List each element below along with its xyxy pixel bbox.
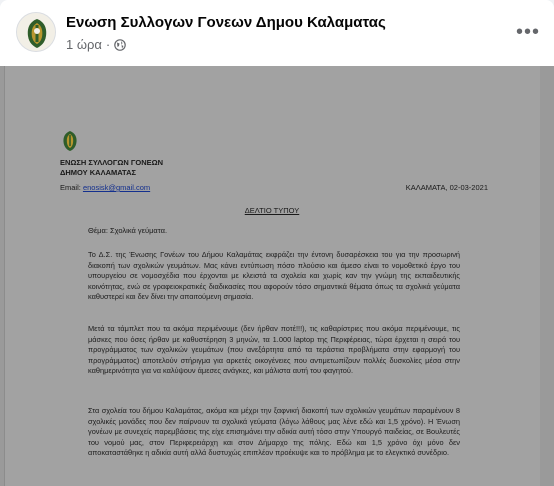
press-release-document xyxy=(4,66,540,486)
email-label: Email: xyxy=(60,183,81,192)
page-name-link[interactable]: Ενωση Συλλογων Γονεων Δημου Καλαματας xyxy=(66,14,386,31)
page-avatar[interactable] xyxy=(16,12,56,52)
organization-name xyxy=(60,158,163,178)
document-emblem-icon xyxy=(60,130,80,152)
more-options-icon: ••• xyxy=(515,20,540,43)
post-photo[interactable] xyxy=(0,66,554,486)
paragraph-1: Το Δ.Σ. της Ένωσης Γονέων του Δήμου Καλαμάτας εκφράζει την έντονη δυσαρέσκεια του για την προσωρινή διακοπή των σχολικών γευμάτων. Μας κάνει εντύπωση πόσο πλούσιο και άμεσο είναι το νομοθετικό έργο του υπουργείου σε νομοσχέδια που έρχονται με κλειστά τα σχολεία και χωρίς καν την γνώμη της εκπαιδευτικής κοινότητας, ενώ σε γραφειοκρατικές διαδικασίες που αφορούν τόσο σημαντικά θέματα όπως τα σχολικά γεύματα καθυστερεί και δεν δίνει την απαιτούμενη σημασία. xyxy=(88,250,460,301)
emblem-icon xyxy=(17,13,56,52)
more-options-button[interactable] xyxy=(510,14,546,50)
meta-separator: · xyxy=(105,37,111,52)
post-meta xyxy=(66,37,126,52)
paragraph-2: Μετά τα τάμπλετ που τα ακόμα περιμένουμε (δεν ήρθαν ποτέ!!!), τις καθαρίστριες που ακόμα περιμένουμε, τις μάσκες που όσες ήρθαν με καθυστέρηση 3 μηνών, τα 1.000 laptop της Περιφέρειας, τώρα έρχεται η σειρά του προγράμματος των σχολικών γευμάτων (που ανεξάρτητα από τα τεράστια προβλήματα στην εφαρμογή του προγράμματος) αποτελούν στήριγμα για αρκετές οικογένειες που αντιμετωπίζουν πολλές δυσκολίες μέσα στην καθημερινότητα για να καλύψουν άμεσες ανάγκες, και μάλιστα αυτή του φαγητού. xyxy=(88,324,460,375)
paragraph-3: Στα σχολεία του δήμου Καλαμάτας, ακόμα και μέχρι την ξαφνική διακοπή των σχολικών γευμάτων παραμένουν 8 σχολικές μονάδες που δεν παίρνουν τα σχολικά γεύματα (λόγω λάθους μας λένε εδώ και 1,5 χρόνο). Η Ένωση γονέων με συνεχείς παρεμβάσεις της είχε επισημάνει την αδικία αυτή τόσο στην Υπουργό παιδείας, σε Βουλευτές του νομού μας, στον Περιφερειάρχη και στον Δήμαρχο της πόλης. Εδώ και 1,5 χρόνο όχι μόνο δεν αποκαταστάθηκε η αδικία αυτή αλλά δυστυχώς επιπλέον προέκυψε και το πρόβλημα με το ελεγκτικό συνέδριο. xyxy=(88,406,460,457)
post-header xyxy=(0,0,554,66)
email-link: enosisk@gmail.com xyxy=(82,183,151,192)
globe-icon[interactable] xyxy=(114,39,126,51)
org-line-2: ΔΗΜΟΥ ΚΑΛΑΜΑΤΑΣ xyxy=(60,168,136,177)
email-line xyxy=(60,183,150,192)
post-time[interactable]: 1 ώρα xyxy=(66,37,102,52)
place-date: ΚΑΛΑΜΑΤΑ, 02-03-2021 xyxy=(405,183,488,192)
org-line-1: ΕΝΩΣΗ ΣΥΛΛΟΓΩΝ ΓΟΝΕΩΝ xyxy=(60,158,164,167)
press-release-title: ΔΕΛΤΙΟ ΤΥΠΟΥ xyxy=(244,206,300,215)
subject-line: Θέμα: Σχολικά γεύματα. xyxy=(88,226,168,235)
